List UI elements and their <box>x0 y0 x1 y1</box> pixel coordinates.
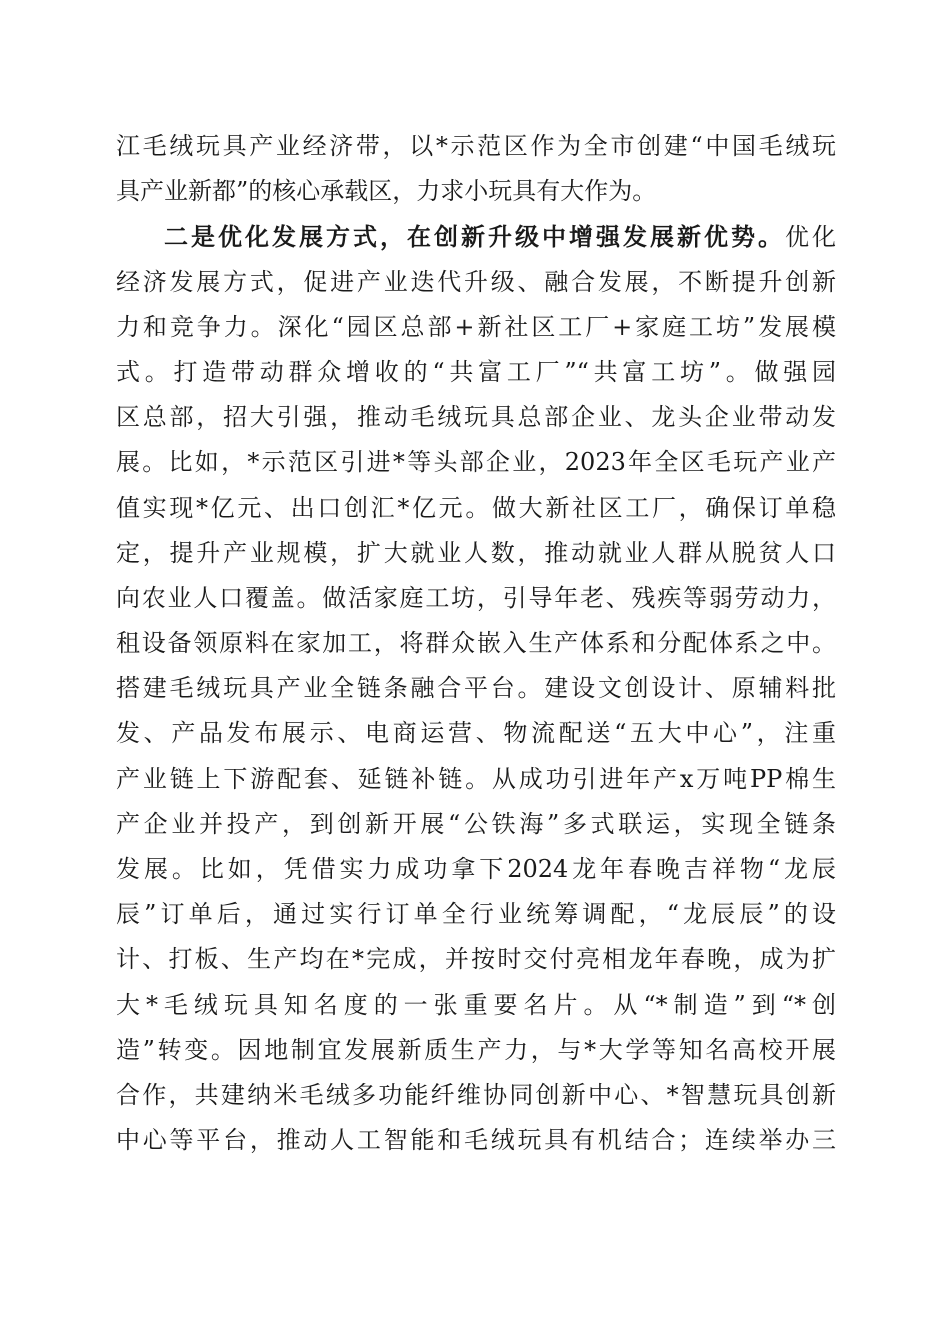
document-body <box>116 124 836 1163</box>
text-line: 造”转变。因地制宜发展新质生产力，与*大学等知名高校开展 <box>116 1035 836 1064</box>
text-line: 发展。比如，凭借实力成功拿下2024龙年春晚吉祥物“龙辰 <box>116 855 836 883</box>
text-line: 搭建毛绒玩具产业全链条融合平台。建设文创设计、原辅料批 <box>116 674 836 703</box>
text-line: 江毛绒玩具产业经济带，以*示范区作为全市创建“中国毛绒玩 <box>116 132 836 160</box>
text-line: 值实现*亿元、出口创汇*亿元。做大新社区工厂，确保订单稳 <box>116 493 836 522</box>
text-line: 力和竞争力。深化“园区总部+新社区工厂+家庭工坊”发展模 <box>116 312 836 341</box>
paragraph-heading: 二是优化发展方式，在创新升级中增强发展新优势。 <box>164 222 785 252</box>
text-line: 展。比如，*示范区引进*等头部企业，2023年全区毛玩产业产 <box>116 448 836 477</box>
paragraph-heading-line <box>116 214 836 259</box>
text-line: 经济发展方式，促进产业迭代升级、融合发展，不断提升创新 <box>116 267 836 296</box>
text-line: 定，提升产业规模，扩大就业人数，推动就业人群从脱贫人口 <box>116 538 836 567</box>
text-line: 大*毛绒玩具知名度的一张重要名片。从“*制造”到“*创 <box>116 990 836 1019</box>
text-line: 式。打造带动群众增收的“共富工厂”“共富工坊”。做强园 <box>116 357 836 386</box>
text-line: 计、打板、生产均在*完成，并按时交付亮相龙年春晚，成为扩 <box>116 945 836 974</box>
text-line: 向农业人口覆盖。做活家庭工坊，引导年老、残疾等弱劳动力， <box>116 583 836 612</box>
text-line: 辰”订单后，通过实行订单全行业统筹调配，“龙辰辰”的设 <box>116 900 836 929</box>
text-line: 具产业新都”的核心承载区，力求小玩具有大作为。 <box>116 177 657 206</box>
text-line: 中心等平台，推动人工智能和毛绒玩具有机结合；连续举办三 <box>116 1126 836 1155</box>
text-line: 合作，共建纳米毛绒多功能纤维协同创新中心、*智慧玩具创新 <box>116 1080 836 1109</box>
text-span: 优化 <box>785 223 836 252</box>
text-line: 产业链上下游配套、延链补链。从成功引进年产x万吨PP棉生 <box>116 764 836 793</box>
text-line: 区总部，招大引强，推动毛绒玩具总部企业、龙头企业带动发 <box>116 403 836 432</box>
text-line: 产企业并投产，到创新开展“公铁海”多式联运，实现全链条 <box>116 809 836 838</box>
text-line: 发、产品发布展示、电商运营、物流配送“五大中心”，注重 <box>116 719 836 748</box>
text-line: 租设备领原料在家加工，将群众嵌入生产体系和分配体系之中。 <box>116 629 836 658</box>
